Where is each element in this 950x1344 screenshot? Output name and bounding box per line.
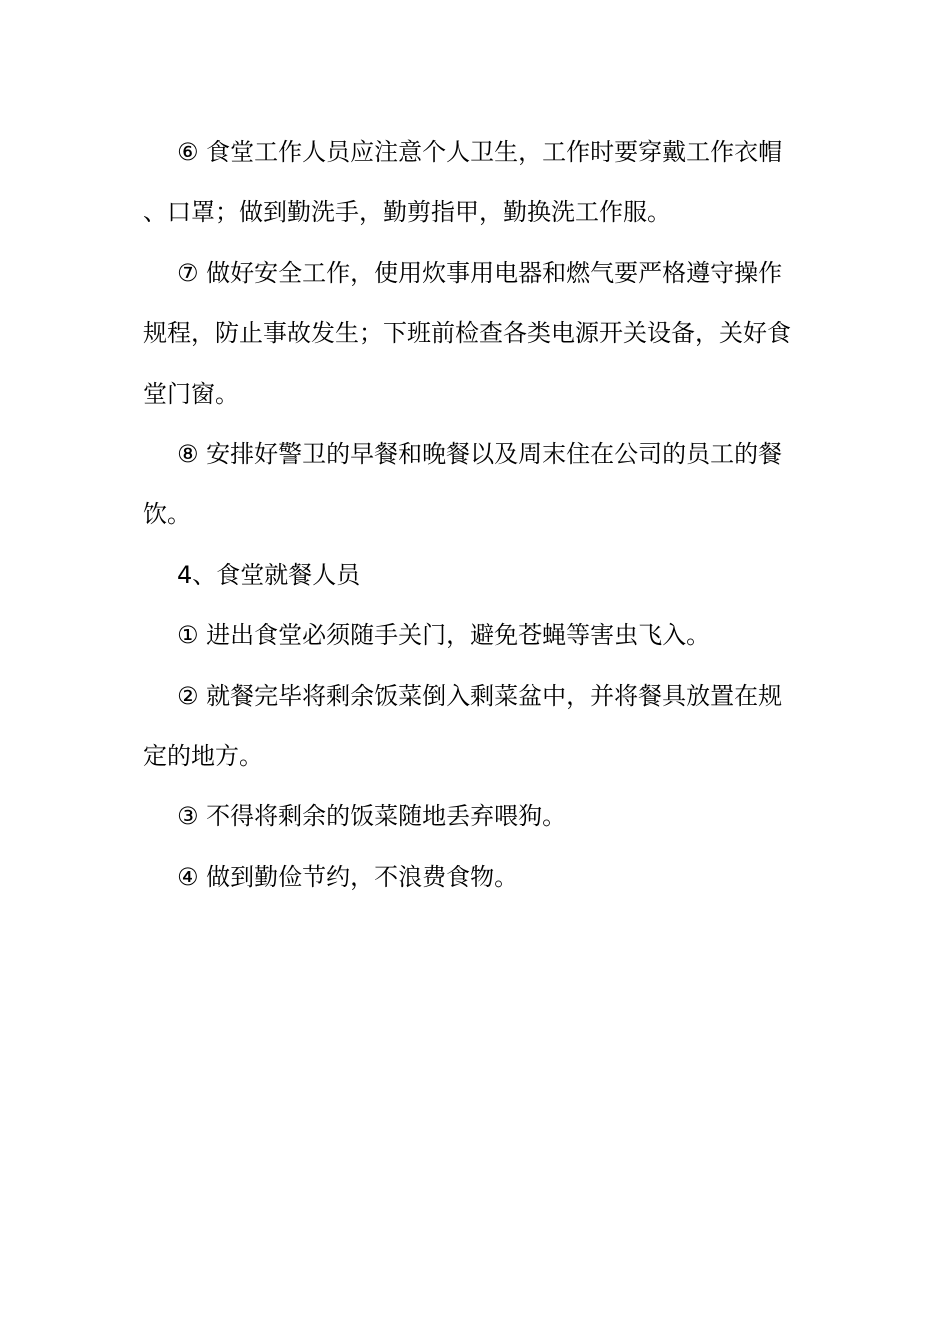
paragraph-item-2: ② 就餐完毕将剩余饭菜倒入剩菜盆中，并将餐具放置在规定的地方。 — [143, 681, 783, 771]
section-heading-diners: 4、食堂就餐人员 — [177, 560, 361, 589]
paragraph-item-8: ⑧ 安排好警卫的早餐和晚餐以及周末住在公司的员工的餐饮。 — [143, 440, 783, 529]
paragraph-item-1: ① 进出食堂必须随手关门，避免苍蝇等害虫飞入。 — [177, 621, 711, 650]
paragraph-item-3: ③ 不得将剩余的饭菜随地丢弃喂狗。 — [177, 802, 567, 831]
paragraph-item-6: ⑥ 食堂工作人员应注意个人卫生，工作时要穿戴工作衣帽、口罩；做到勤洗手，勤剪指甲，勤换洗工作服。 — [143, 138, 783, 227]
paragraph-item-4: ④ 做到勤俭节约，不浪费食物。 — [177, 862, 519, 891]
document-body — [143, 122, 803, 907]
paragraph-item-7: ⑦ 做好安全工作，使用炊事用电器和燃气要严格遵守操作规程，防止事故发生；下班前检查各类电源开关设备，关好食堂门窗。 — [143, 258, 791, 408]
